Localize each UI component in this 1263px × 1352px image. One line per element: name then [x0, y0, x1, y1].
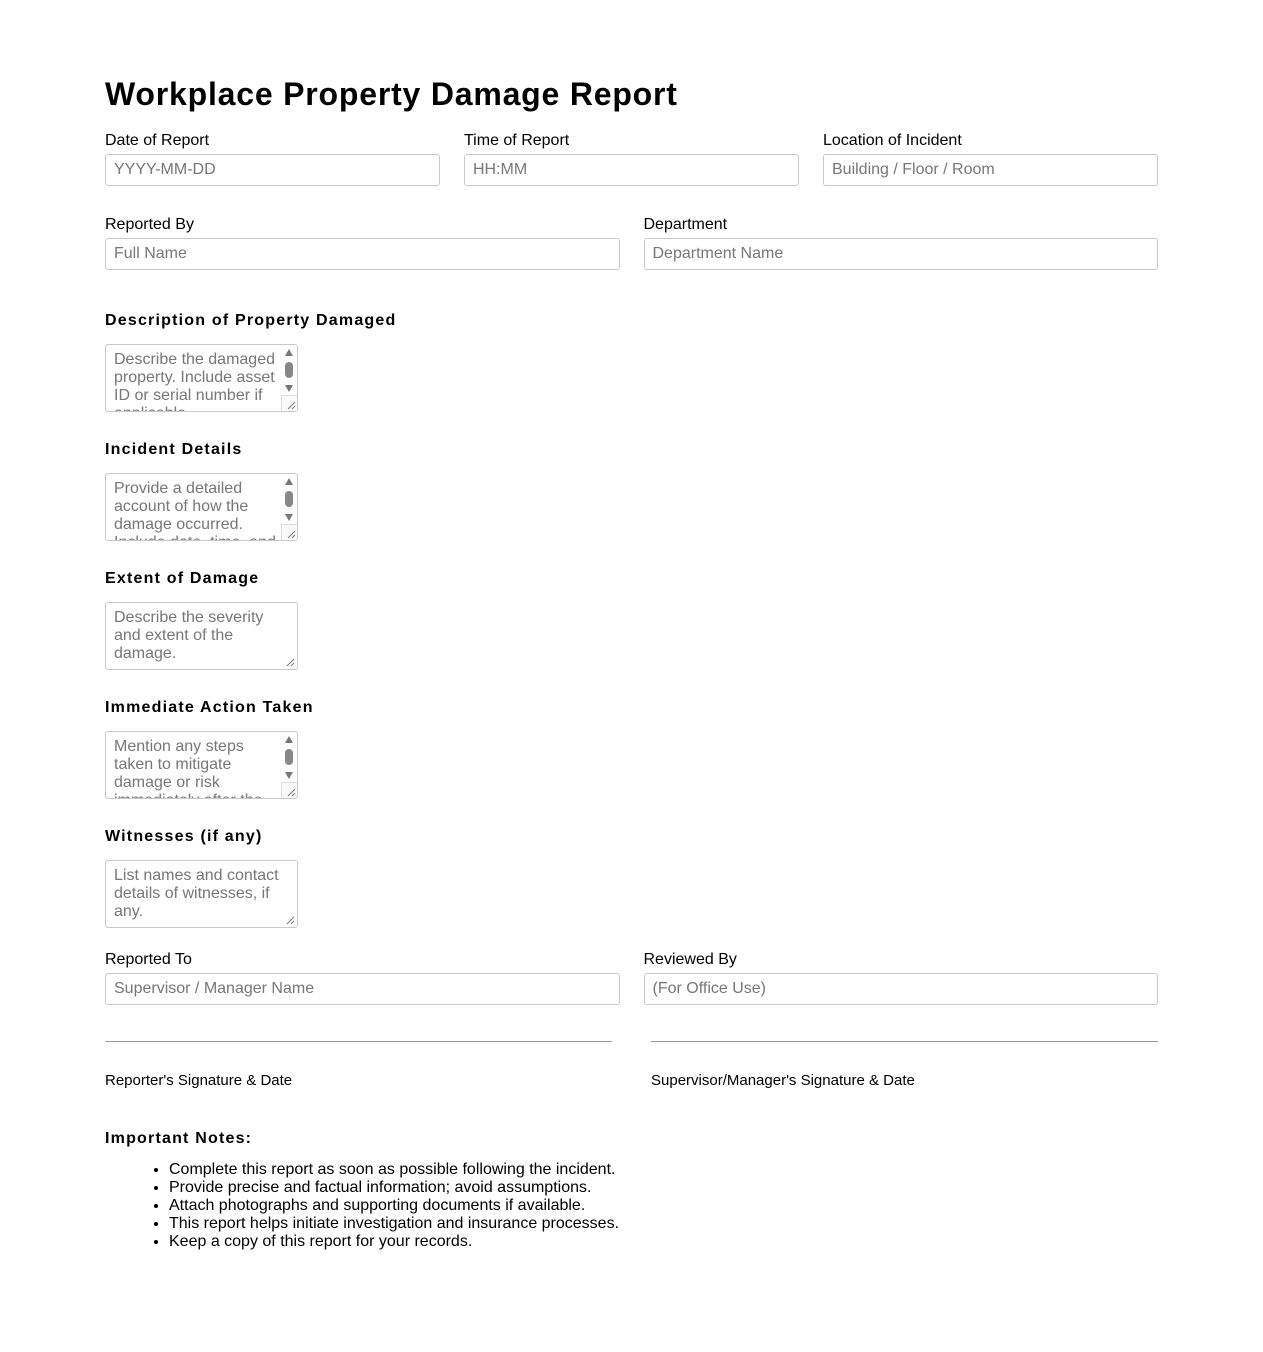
reported-by-field-group	[105, 216, 620, 270]
time-field-group	[464, 132, 799, 186]
supervisor-signature-caption: Supervisor/Manager's Signature & Date	[651, 1072, 915, 1089]
location-input[interactable]	[823, 154, 1158, 186]
witnesses-title: Witnesses (if any)	[105, 828, 263, 845]
scroll-up-icon[interactable]	[285, 349, 293, 356]
action-scrollbar[interactable]	[281, 732, 297, 782]
witnesses-textarea[interactable]	[106, 861, 282, 927]
reported-by-label: Reported By	[105, 216, 194, 233]
description-title: Description of Property Damaged	[105, 312, 397, 329]
department-label: Department	[643, 216, 728, 233]
list-item: • Complete this report as soon as possible following the incident.	[169, 1161, 619, 1179]
time-label: Time of Report	[464, 132, 570, 149]
reporter-signature-block	[105, 1041, 612, 1089]
date-label: Date of Report	[105, 132, 210, 149]
list-item: • Attach photographs and supporting documents if available.	[169, 1197, 619, 1215]
reported-by-input[interactable]	[105, 238, 620, 270]
list-item: • This report helps initiate investigation and insurance processes.	[169, 1215, 619, 1233]
scroll-thumb[interactable]	[285, 362, 293, 378]
resize-grip-icon[interactable]	[281, 782, 297, 798]
extent-textarea[interactable]	[106, 603, 282, 669]
description-scrollbar[interactable]	[281, 345, 297, 395]
incident-scrollbar[interactable]	[281, 474, 297, 524]
resize-grip-icon[interactable]	[284, 914, 296, 926]
extent-title: Extent of Damage	[105, 570, 260, 587]
date-field-group	[105, 132, 440, 186]
report-info-row	[105, 132, 1158, 186]
reviewed-by-input[interactable]	[644, 973, 1159, 1005]
description-textarea-wrapper	[105, 344, 298, 412]
date-input[interactable]	[105, 154, 440, 186]
reviewed-by-label: Reviewed By	[643, 951, 737, 968]
reporter-signature-caption: Reporter's Signature & Date	[105, 1072, 293, 1089]
supervisor-signature-block	[651, 1041, 1158, 1089]
scroll-up-icon[interactable]	[285, 736, 293, 743]
list-item: • Keep a copy of this report for your records.	[169, 1233, 619, 1251]
time-input[interactable]	[464, 154, 799, 186]
action-textarea-wrapper	[105, 731, 298, 799]
scroll-down-icon[interactable]	[285, 385, 293, 392]
action-title: Immediate Action Taken	[105, 699, 314, 716]
action-textarea[interactable]	[106, 732, 282, 798]
page-title: Workplace Property Damage Report	[105, 76, 678, 112]
reported-to-field-group	[105, 951, 620, 1005]
scroll-thumb[interactable]	[285, 749, 293, 765]
scroll-down-icon[interactable]	[285, 514, 293, 521]
resize-grip-icon[interactable]	[281, 395, 297, 411]
supervisor-signature-line	[651, 1041, 1158, 1042]
resize-grip-icon[interactable]	[284, 656, 296, 668]
reporter-signature-line	[105, 1041, 612, 1042]
department-input[interactable]	[644, 238, 1159, 270]
list-item: • Provide precise and factual information; avoid assumptions.	[169, 1179, 619, 1197]
reported-to-label: Reported To	[105, 951, 192, 968]
incident-details-title: Incident Details	[105, 441, 243, 458]
scroll-up-icon[interactable]	[285, 478, 293, 485]
incident-details-textarea[interactable]	[106, 474, 282, 540]
witnesses-textarea-wrapper	[105, 860, 298, 928]
reporter-row	[105, 216, 1158, 270]
incident-textarea-wrapper	[105, 473, 298, 541]
notes-title: Important Notes:	[105, 1130, 253, 1147]
location-label: Location of Incident	[823, 132, 962, 149]
reported-to-input[interactable]	[105, 973, 620, 1005]
location-field-group	[823, 132, 1158, 186]
notes-list	[105, 1161, 619, 1251]
reviewed-by-field-group	[644, 951, 1159, 1005]
scroll-thumb[interactable]	[285, 491, 293, 507]
description-textarea[interactable]	[106, 345, 282, 411]
resize-grip-icon[interactable]	[281, 524, 297, 540]
extent-textarea-wrapper	[105, 602, 298, 670]
department-field-group	[644, 216, 1159, 270]
review-row	[105, 951, 1158, 1005]
scroll-down-icon[interactable]	[285, 772, 293, 779]
